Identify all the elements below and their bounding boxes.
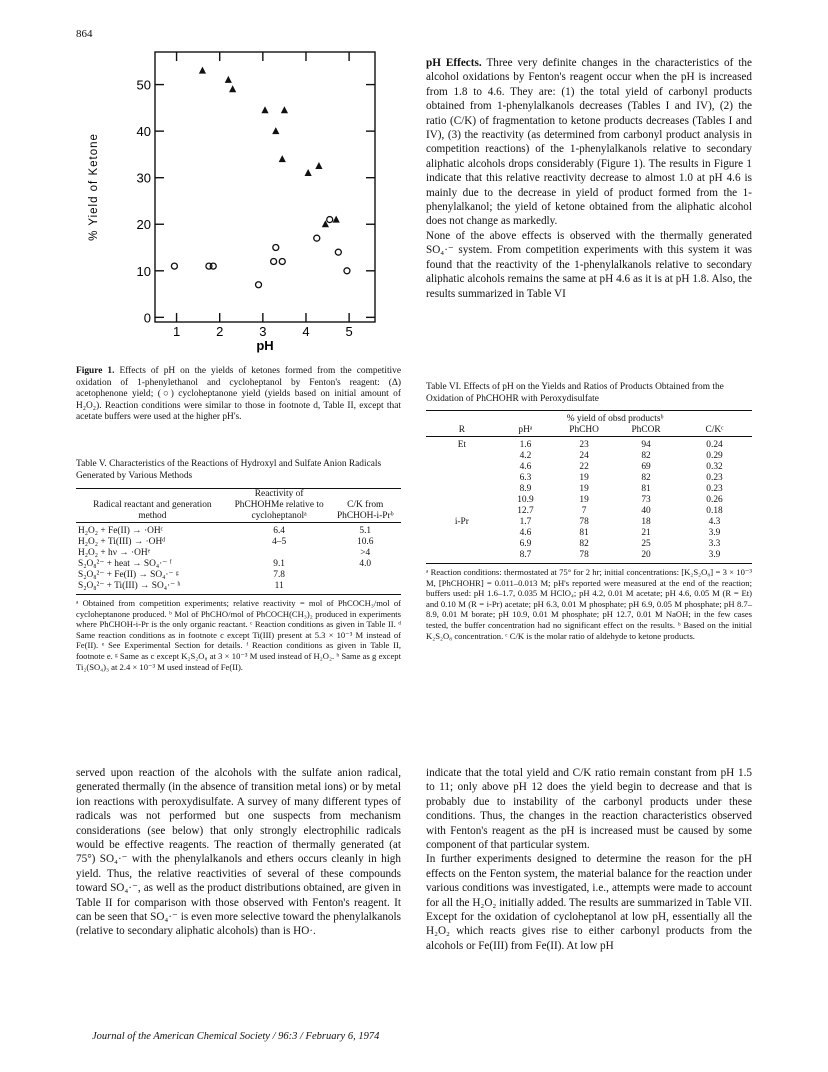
x-tick-label: 1 [172, 324, 181, 339]
table-cell: 6.9 [519, 539, 532, 549]
table-cell: 23 [579, 440, 589, 450]
table-cell: 73 [641, 495, 651, 505]
triangle-marker [261, 106, 268, 113]
table-5-grid [76, 488, 401, 592]
table-cell: 21 [641, 528, 651, 538]
section-heading: pH Effects. [426, 57, 482, 69]
table-cell: 10.9 [517, 495, 534, 505]
table-cell [426, 528, 498, 539]
table-5-footnote: ᵃ Obtained from competition experiments; relative reactivity = mol of PhCOCH₃/mol of cycloheptanone produced. ᵇ Mol of PhCHO/mol of PhCOCH(CH₃)₂ produced in experiments where PhCHOH-i-Pr is the only organic reactant. ᶜ Reaction conditions as given in Table II. ᵈ Same reaction conditions as in footnote c except Ti(III) present at 5.3 × 10⁻³ M instead of Fe(II). ᵉ See Experimental Section for details. ᶠ Reaction conditions as given in Table II, footnote e. ᵍ Same as c except K₂S₂O₈ at 3 × 10⁻³ M used instead of H₂O₂. ʰ Same as g except Ti₂(SO₄)₃ at 2.4 × 10⁻³ M used instead of Fe(II). [76, 598, 401, 672]
table-6-title: Table VI. Effects of pH on the Yields and Ratios of Products Obtained from the Oxidation of PhCHOHR with Peroxydisulfate [426, 382, 724, 404]
table-cell: 22 [579, 462, 589, 472]
table-cell: 78 [579, 550, 589, 560]
table-cell: 18 [641, 517, 651, 527]
x-tick-label: 2 [216, 324, 224, 339]
table-cell: 40 [641, 506, 651, 516]
table-row [426, 517, 752, 528]
table-cell: 4.6 [519, 528, 532, 538]
table-cell [426, 495, 498, 506]
table-6-footnote: ᵃ Reaction conditions: thermostated at 75° for 2 hr; initial concentrations: [K₂S₂O₈] = 3 × 10⁻³ M, [PhCHOHR] = 0.011–0.013 M; pH's reported were measured at the end of the reaction; buffers used: pH 1.6–1.7, 0.035 M HClO₄; pH 4.2, 0.01 M acetate; pH 4.6, 0.05 M (R = Et) and 0.10 M (R = i-Pr) acetate; pH 6.3, 0.01 M phosphate; pH 6.9, 0.05 M phosphate; pH 8.7–8.9, 0.01 M borate; pH 10.9, 0.01 M phosphate; pH 12.7, 0.01 M NaOH; in the few cases tested, the buffer concentration had no significant effect on the results. ᵇ Based on the initial K₂S₂O₈ concentration. ᶜ C/K is the molar ratio of aldehyde to ketone products. [426, 567, 752, 641]
table-cell: 9.1 [273, 559, 285, 569]
table-cell: 7.8 [273, 570, 285, 580]
table-cell: 5.1 [359, 526, 372, 536]
table-cell [426, 539, 498, 550]
triangle-marker [279, 155, 286, 162]
circle-marker [335, 249, 341, 255]
circle-marker [344, 268, 350, 274]
figure-1-caption-text: Effects of pH on the yields of ketones formed from the competitive oxidation of 1-phenylethanol and cycloheptanol by Fenton's reagent: (Δ) acetophenone yield; (○) cycloheptanone yield (yields based on initial amount of H₂O₂). Reaction conditions were similar to those in footnote d, Table II, except that acetate buffers were used at the higher pH's. [76, 366, 401, 422]
table-cell: 6.4 [273, 526, 285, 536]
table-cell: 24 [579, 451, 589, 461]
right-body-text [426, 766, 752, 953]
table-cell: 25 [641, 539, 651, 549]
table-6-header: C/Kᶜ [705, 425, 724, 435]
paragraph: served upon reaction of the alcohols with the sulfate anion radical, generated thermally (in the absence of transition metal ions) or by metal ion reactions with peroxydisulfate. A survey of many different types of radicals was not performed but one suspects from mechanism considerations (see below) that only strongly electrophilic radicals would be effective reagents. The reaction of thermally generated (at 75°) SO₄·⁻ with the phenylalkanols and ethers occurs cleanly in high yield. Thus, the relative reactivities of several of these compounds toward SO₄·⁻, as well as the product distributions obtained, are given in Table II for comparison with those observed with Fenton's reagent. It can be seen that SO₄·⁻ is even more selective toward the phenylalkanols (relative to secondary aliphatic alcohols) than is HO·. [76, 767, 401, 938]
triangle-marker [229, 85, 236, 92]
paragraph: None of the above effects is observed with the thermally generated SO₄·⁻ system. From competition experiments with this system it was found that the reactivity of the 1-phenylalkanols relative to secondary aliphatic alcohols remains the same at pH 4.6 as it is at pH 1.8. Also, the results summarized in Table VI [426, 229, 752, 300]
table-row [426, 484, 752, 495]
plot-frame [155, 52, 375, 322]
ph-effects-section [426, 56, 752, 301]
table-cell: 4.2 [519, 451, 532, 461]
table-cell: 4.3 [708, 517, 721, 527]
table-cell: 19 [579, 495, 589, 505]
circle-marker [256, 282, 262, 288]
table-cell: 3.9 [708, 528, 721, 538]
table-cell [229, 548, 330, 559]
y-tick-label: 40 [136, 124, 151, 140]
table-cell: 3.3 [708, 539, 721, 549]
y-tick-label: 0 [143, 310, 151, 326]
table-6-header: PhCHO [569, 425, 599, 435]
y-tick-label: 30 [136, 170, 151, 186]
table-row [76, 523, 401, 538]
triangle-marker [225, 76, 232, 83]
table-cell: >4 [360, 548, 371, 558]
page-number: 864 [76, 28, 93, 40]
table-cell: 20 [641, 550, 651, 560]
triangle-marker [305, 169, 312, 176]
table-row [426, 539, 752, 550]
y-tick-label: 10 [136, 263, 151, 279]
table-cell: 8.9 [519, 484, 532, 494]
table-cell: 0.32 [706, 462, 723, 472]
table-6-header: R [458, 425, 465, 435]
table-cell: 94 [641, 440, 651, 450]
table-cell: 82 [641, 451, 651, 461]
table-cell: H₂O₂ + hν → ·OHᵉ [78, 548, 151, 558]
table-6-group-header: % yield of obsd productsᵇ [566, 414, 664, 424]
table-cell: 6.3 [519, 473, 532, 483]
table-row [426, 495, 752, 506]
table-row [426, 550, 752, 561]
circle-marker [271, 258, 277, 264]
paragraph: In further experiments designed to determine the reason for the pH effects on the Fenton system, the material balance for the reaction under various conditions was investigated, i.e., attempts were made to account for all the H₂O₂ initially added. The results are summarized in Table VII. Except for the oxidation of cycloheptanol at low pH, essentially all the H₂O₂ which reacts gives rise to either carbonyl products from the alcohols or Fe(III) from Fe(II). At low pH [426, 853, 752, 952]
table-5-header: Radical reactant and generation method [93, 500, 212, 521]
table-row [76, 570, 401, 581]
x-axis-label: pH [256, 338, 274, 353]
table-cell: S₂O₈²⁻ + Fe(II) → SO₄·⁻ ᵍ [78, 570, 179, 580]
table-row [426, 528, 752, 539]
table-cell: H₂O₂ + Ti(III) → ·OHᵈ [78, 537, 166, 547]
table-cell: 8.7 [519, 550, 532, 560]
x-tick-label: 3 [259, 324, 267, 339]
table-cell: 12.7 [517, 506, 534, 516]
circle-marker [273, 245, 279, 251]
table-cell: i-Pr [454, 517, 469, 527]
table-cell: S₂O₈²⁻ + Ti(III) → SO₄·⁻ ʰ [78, 581, 181, 591]
table-6 [426, 382, 752, 641]
table-6-header: PhCOR [631, 425, 661, 435]
table-cell: 19 [579, 484, 589, 494]
table-cell: 69 [641, 462, 651, 472]
figure-1-label: Figure 1. [76, 366, 115, 376]
x-tick-label: 5 [345, 324, 353, 339]
table-cell: 82 [641, 473, 651, 483]
y-tick-label: 50 [136, 77, 151, 93]
table-cell: 0.29 [706, 451, 723, 461]
table-row [426, 506, 752, 517]
table-cell: 1.6 [519, 440, 532, 450]
table-cell: 4–5 [272, 537, 287, 547]
table-row [426, 437, 752, 452]
table-6-header: pHᵃ [518, 425, 533, 435]
y-axis-label: % Yield of Ketone [88, 133, 100, 241]
table-cell [426, 462, 498, 473]
table-cell: 0.23 [706, 473, 723, 483]
circle-marker [210, 263, 216, 269]
triangle-marker [199, 67, 206, 74]
table-cell: 0.23 [706, 484, 723, 494]
table-5-title: Table V. Characteristics of the Reactions of Hydroxyl and Sulfate Anion Radicals Generated by Various Methods [76, 459, 382, 481]
table-cell [426, 473, 498, 484]
table-cell [426, 506, 498, 517]
triangle-marker [333, 216, 340, 223]
table-cell: 3.9 [708, 550, 721, 560]
table-cell: 4.6 [519, 462, 532, 472]
table-row [76, 548, 401, 559]
table-cell: 0.24 [706, 440, 723, 450]
y-tick-label: 20 [136, 217, 151, 233]
circle-marker [171, 263, 177, 269]
table-row [76, 559, 401, 570]
table-cell: 10.6 [357, 537, 374, 547]
table-row [426, 473, 752, 484]
triangle-marker [281, 106, 288, 113]
table-cell: S₂O₈²⁻ + heat → SO₄·⁻ ᶠ [78, 559, 172, 569]
circle-marker [279, 258, 285, 264]
triangle-marker [272, 127, 279, 134]
journal-footer: Journal of the American Chemical Society / 96:3 / February 6, 1974 [92, 1031, 380, 1042]
table-5-header: Reactivity of PhCHOHMe relative to cycloheptanolᵃ [234, 489, 324, 521]
table-row [426, 451, 752, 462]
table-cell [426, 550, 498, 561]
triangle-marker [315, 162, 322, 169]
paragraph: Three very definite changes in the characteristics of the alcohol oxidations by Fenton's reagent occur when the pH is increased from 1.8 to 4.6. They are: (1) the total yield of carbonyl products obtained from 1-phenylalkanols decreases (Tables I and IV), (2) the ratio (C/K) of fragmentation to ketone products decreases (Tables I and IV), (3) the reactivity (as determined from carbonyl product analysis in competition reactions) of the 1-phenylalkanols relative to secondary aliphatic alcohols drops considerably (Figure 1). The results in Figure 1 indicate that this relative reactivity decrease to almost 1.0 at pH 4.6 is mainly due to the decrease in yield of product formed from the 1-phenylalkanol; the yield of ketone obtained from the aliphatic alcohol does not change as markedly. [426, 57, 752, 228]
paragraph: indicate that the total yield and C/K ratio remain constant from pH 1.5 to 11; only above pH 12 does the yield begin to decrease and that is probably due to instability of the carbonyl products under these conditions. Thus, the changes in the reaction characteristics observed with Fenton's reagent as the pH is increased must be caused by some component of that particular system. [426, 767, 752, 852]
table-cell: 78 [579, 517, 589, 527]
table-cell: 0.26 [706, 495, 723, 505]
figure-1-caption [76, 366, 401, 424]
table-cell: 82 [579, 539, 589, 549]
table-cell [330, 581, 402, 592]
left-body-text [76, 766, 401, 939]
table-cell: 81 [579, 528, 589, 538]
table-cell: 0.18 [706, 506, 723, 516]
table-cell: 1.7 [519, 517, 532, 527]
circle-marker [314, 235, 320, 241]
table-cell: Et [457, 440, 467, 450]
table-cell: 4.0 [359, 559, 372, 569]
table-cell: 19 [579, 473, 589, 483]
table-cell [426, 484, 498, 495]
table-cell: 81 [641, 484, 651, 494]
circle-marker [327, 217, 333, 223]
table-cell [330, 570, 402, 581]
table-cell: 11 [274, 581, 284, 591]
table-cell: 7 [581, 506, 587, 516]
table-row [76, 581, 401, 592]
x-tick-label: 4 [302, 324, 310, 339]
table-row [76, 537, 401, 548]
table-5-header: C/K from PhCHOH-i-Prᵇ [336, 500, 394, 521]
figure-1-chart [70, 40, 390, 365]
table-5 [76, 459, 401, 672]
table-cell: H₂O₂ + Fe(II) → ·OHᶜ [78, 526, 164, 536]
table-6-grid [426, 410, 752, 561]
table-cell [426, 451, 498, 462]
table-row [426, 462, 752, 473]
